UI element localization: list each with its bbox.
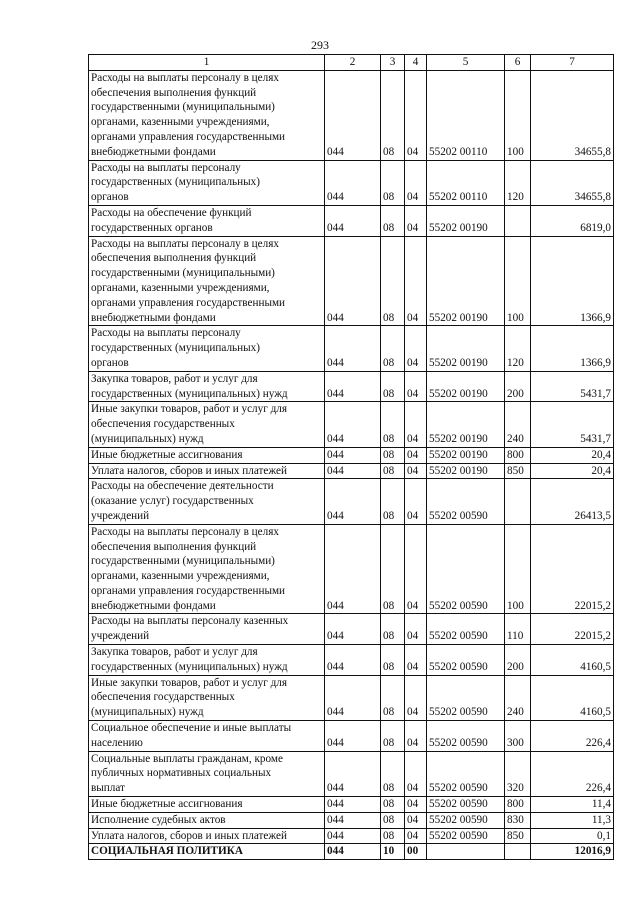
- expense-name-cell: [89, 236, 325, 326]
- expense-name-cell: [89, 844, 325, 860]
- table-row: [89, 797, 614, 813]
- expense-name-line: учреждений: [91, 630, 150, 643]
- column-header: 5: [427, 55, 505, 71]
- expense-name-line: органами управления государственными: [91, 130, 286, 143]
- target-article-cell: [427, 844, 505, 860]
- section-code-cell: 08: [381, 614, 405, 645]
- expense-type-cell: 320: [505, 751, 531, 796]
- subsection-code-cell: 04: [405, 721, 427, 752]
- section-code-cell: 08: [381, 645, 405, 676]
- subsection-code-cell: 04: [405, 524, 427, 614]
- table-row: [89, 751, 614, 796]
- target-article-cell: 55202 00190: [427, 326, 505, 371]
- amount-cell: 20,4: [531, 463, 614, 479]
- expense-name-line: СОЦИАЛЬНАЯ ПОЛИТИКА: [91, 845, 243, 858]
- table-row: [89, 524, 614, 614]
- expense-name-cell: [89, 645, 325, 676]
- column-header: 1: [89, 55, 325, 71]
- ministry-code-cell: 044: [325, 463, 381, 479]
- section-code-cell: 08: [381, 721, 405, 752]
- expense-name-line: органами, казенными учреждениями,: [91, 570, 270, 583]
- amount-cell: 26413,5: [531, 479, 614, 524]
- expense-name-line: Расходы на выплаты персоналу: [91, 327, 241, 340]
- amount-cell: 1366,9: [531, 236, 614, 326]
- expense-type-cell: 830: [505, 812, 531, 828]
- expense-name-line: Социальные выплаты гражданам, кроме: [91, 752, 283, 765]
- subsection-code-cell: 04: [405, 463, 427, 479]
- target-article-cell: 55202 00590: [427, 828, 505, 844]
- section-code-cell: 08: [381, 675, 405, 720]
- expense-name-line: органами управления государственными: [91, 584, 286, 597]
- target-article-cell: 55202 00190: [427, 371, 505, 402]
- amount-cell: 12016,9: [531, 844, 614, 860]
- expense-name-line: органами управления государственными: [91, 296, 286, 309]
- expense-name-cell: [89, 479, 325, 524]
- expense-name-line: (муниципальных) нужд: [91, 432, 204, 445]
- target-article-cell: 55202 00590: [427, 645, 505, 676]
- amount-cell: 34655,8: [531, 160, 614, 205]
- expense-type-cell: 850: [505, 463, 531, 479]
- target-article-cell: 55202 00590: [427, 614, 505, 645]
- ministry-code-cell: 044: [325, 326, 381, 371]
- expense-type-cell: 100: [505, 236, 531, 326]
- expense-name-line: органов: [91, 356, 129, 369]
- expense-name-cell: [89, 326, 325, 371]
- expense-name-line: государственными (муниципальными): [91, 267, 275, 280]
- expense-type-cell: 800: [505, 447, 531, 463]
- expense-name-line: внебюджетными фондами: [91, 145, 216, 158]
- ministry-code-cell: 044: [325, 205, 381, 236]
- expense-name-line: обеспечения выполнения функций: [91, 86, 257, 99]
- ministry-code-cell: 044: [325, 751, 381, 796]
- target-article-cell: 55202 00590: [427, 524, 505, 614]
- ministry-code-cell: 044: [325, 524, 381, 614]
- section-code-cell: 08: [381, 326, 405, 371]
- section-code-cell: 08: [381, 524, 405, 614]
- table-row: [89, 721, 614, 752]
- expense-name-line: учреждений: [91, 509, 150, 522]
- expense-name-line: Расходы на обеспечение деятельности: [91, 480, 274, 493]
- table-row: [89, 236, 614, 326]
- ministry-code-cell: 044: [325, 479, 381, 524]
- target-article-cell: 55202 00590: [427, 721, 505, 752]
- table-row: [89, 371, 614, 402]
- budget-table: [88, 54, 614, 860]
- expense-name-line: органов: [91, 191, 129, 204]
- expense-type-cell: 800: [505, 797, 531, 813]
- expense-name-line: государственных органов: [91, 221, 213, 234]
- ministry-code-cell: 044: [325, 721, 381, 752]
- expense-name-line: Расходы на обеспечение функций: [91, 206, 252, 219]
- target-article-cell: 55202 00590: [427, 675, 505, 720]
- section-code-cell: 08: [381, 812, 405, 828]
- expense-type-cell: 110: [505, 614, 531, 645]
- amount-cell: 11,4: [531, 797, 614, 813]
- expense-type-cell: 200: [505, 645, 531, 676]
- section-code-cell: 08: [381, 205, 405, 236]
- expense-name-line: внебюджетными фондами: [91, 311, 216, 324]
- expense-type-cell: 100: [505, 70, 531, 160]
- subsection-code-cell: 04: [405, 479, 427, 524]
- subsection-code-cell: 04: [405, 812, 427, 828]
- expense-name-line: Закупка товаров, работ и услуг для: [91, 646, 258, 659]
- amount-cell: 5431,7: [531, 402, 614, 447]
- expense-name-cell: [89, 70, 325, 160]
- expense-name-cell: [89, 675, 325, 720]
- table-row: [89, 447, 614, 463]
- section-code-cell: 08: [381, 751, 405, 796]
- section-code-cell: 08: [381, 236, 405, 326]
- ministry-code-cell: 044: [325, 797, 381, 813]
- expense-name-line: Иные бюджетные ассигнования: [91, 798, 243, 811]
- subsection-code-cell: 00: [405, 844, 427, 860]
- expense-name-cell: [89, 447, 325, 463]
- section-code-cell: 08: [381, 371, 405, 402]
- expense-name-line: государственных (муниципальных): [91, 342, 260, 355]
- expense-name-cell: [89, 524, 325, 614]
- expense-name-line: Уплата налогов, сборов и иных платежей: [91, 464, 287, 477]
- target-article-cell: 55202 00190: [427, 236, 505, 326]
- expense-name-line: обеспечения государственных: [91, 418, 235, 431]
- ministry-code-cell: 044: [325, 402, 381, 447]
- table-row: [89, 844, 614, 860]
- subsection-code-cell: 04: [405, 160, 427, 205]
- table-row: [89, 828, 614, 844]
- expense-name-line: Закупка товаров, работ и услуг для: [91, 372, 258, 385]
- expense-type-cell: 120: [505, 326, 531, 371]
- column-number-row: [89, 55, 614, 71]
- amount-cell: 5431,7: [531, 371, 614, 402]
- expense-type-cell: 850: [505, 828, 531, 844]
- expense-name-line: Расходы на выплаты персоналу казенных: [91, 615, 289, 628]
- ministry-code-cell: 044: [325, 812, 381, 828]
- amount-cell: 4160,5: [531, 675, 614, 720]
- amount-cell: 226,4: [531, 721, 614, 752]
- amount-cell: 34655,8: [531, 70, 614, 160]
- subsection-code-cell: 04: [405, 371, 427, 402]
- expense-name-line: обеспечения выполнения функций: [91, 252, 257, 265]
- expense-name-line: выплат: [91, 782, 125, 795]
- subsection-code-cell: 04: [405, 797, 427, 813]
- ministry-code-cell: 044: [325, 70, 381, 160]
- section-code-cell: 08: [381, 70, 405, 160]
- table-row: [89, 479, 614, 524]
- ministry-code-cell: 044: [325, 371, 381, 402]
- expense-type-cell: 240: [505, 675, 531, 720]
- ministry-code-cell: 044: [325, 236, 381, 326]
- target-article-cell: 55202 00190: [427, 447, 505, 463]
- section-code-cell: 08: [381, 479, 405, 524]
- ministry-code-cell: 044: [325, 844, 381, 860]
- subsection-code-cell: 04: [405, 751, 427, 796]
- target-article-cell: 55202 00110: [427, 160, 505, 205]
- expense-name-line: государственными (муниципальными): [91, 555, 275, 568]
- ministry-code-cell: 044: [325, 614, 381, 645]
- target-article-cell: 55202 00590: [427, 797, 505, 813]
- ministry-code-cell: 044: [325, 160, 381, 205]
- subsection-code-cell: 04: [405, 205, 427, 236]
- table-row: [89, 205, 614, 236]
- subsection-code-cell: 04: [405, 402, 427, 447]
- section-code-cell: 08: [381, 828, 405, 844]
- subsection-code-cell: 04: [405, 645, 427, 676]
- table-row: [89, 812, 614, 828]
- expense-name-cell: [89, 721, 325, 752]
- amount-cell: 22015,2: [531, 524, 614, 614]
- expense-name-line: органами, казенными учреждениями,: [91, 281, 270, 294]
- subsection-code-cell: 04: [405, 828, 427, 844]
- expense-name-line: Расходы на выплаты персоналу в целях: [91, 237, 279, 250]
- expense-type-cell: 300: [505, 721, 531, 752]
- ministry-code-cell: 044: [325, 645, 381, 676]
- column-header: 6: [505, 55, 531, 71]
- target-article-cell: 55202 00590: [427, 812, 505, 828]
- subsection-code-cell: 04: [405, 447, 427, 463]
- expense-name-line: (оказание услуг) государственных: [91, 495, 254, 508]
- expense-name-line: Исполнение судебных актов: [91, 813, 226, 826]
- expense-name-line: Расходы на выплаты персоналу в целях: [91, 71, 279, 84]
- expense-name-cell: [89, 812, 325, 828]
- expense-name-line: государственными (муниципальными): [91, 101, 275, 114]
- expense-name-cell: [89, 371, 325, 402]
- subsection-code-cell: 04: [405, 614, 427, 645]
- section-code-cell: 08: [381, 797, 405, 813]
- amount-cell: 1366,9: [531, 326, 614, 371]
- expense-name-line: Социальное обеспечение и иные выплаты: [91, 722, 292, 735]
- table-row: [89, 70, 614, 160]
- expense-name-cell: [89, 402, 325, 447]
- column-header: 4: [405, 55, 427, 71]
- expense-name-line: (муниципальных) нужд: [91, 706, 204, 719]
- expense-name-line: государственных (муниципальных) нужд: [91, 387, 288, 400]
- table-row: [89, 326, 614, 371]
- ministry-code-cell: 044: [325, 828, 381, 844]
- amount-cell: 226,4: [531, 751, 614, 796]
- section-code-cell: 08: [381, 402, 405, 447]
- subsection-code-cell: 04: [405, 70, 427, 160]
- subsection-code-cell: 04: [405, 236, 427, 326]
- expense-name-line: публичных нормативных социальных: [91, 767, 272, 780]
- expense-name-line: Иные закупки товаров, работ и услуг для: [91, 676, 288, 689]
- expense-name-line: населению: [91, 736, 143, 749]
- target-article-cell: 55202 00190: [427, 205, 505, 236]
- expense-name-line: Расходы на выплаты персоналу в целях: [91, 525, 279, 538]
- expense-name-cell: [89, 160, 325, 205]
- expense-name-line: государственных (муниципальных): [91, 176, 260, 189]
- subsection-code-cell: 04: [405, 675, 427, 720]
- expense-name-line: Иные бюджетные ассигнования: [91, 448, 243, 461]
- table-body: [89, 55, 614, 860]
- section-code-cell: 08: [381, 463, 405, 479]
- expense-name-line: Иные закупки товаров, работ и услуг для: [91, 403, 288, 416]
- expense-name-line: государственных (муниципальных) нужд: [91, 660, 288, 673]
- column-header: 2: [325, 55, 381, 71]
- table-row: [89, 463, 614, 479]
- expense-name-cell: [89, 828, 325, 844]
- target-article-cell: 55202 00110: [427, 70, 505, 160]
- table-row: [89, 614, 614, 645]
- expense-type-cell: 200: [505, 371, 531, 402]
- expense-name-line: органами, казенными учреждениями,: [91, 116, 270, 129]
- expense-name-line: обеспечения выполнения функций: [91, 540, 257, 553]
- table-row: [89, 675, 614, 720]
- expense-name-line: Уплата налогов, сборов и иных платежей: [91, 829, 287, 842]
- amount-cell: 22015,2: [531, 614, 614, 645]
- expense-type-cell: [505, 205, 531, 236]
- section-code-cell: 08: [381, 160, 405, 205]
- page-number: 293: [311, 38, 329, 52]
- section-code-cell: 10: [381, 844, 405, 860]
- target-article-cell: 55202 00590: [427, 751, 505, 796]
- expense-name-line: обеспечения государственных: [91, 691, 235, 704]
- amount-cell: 6819,0: [531, 205, 614, 236]
- ministry-code-cell: 044: [325, 675, 381, 720]
- expense-name-line: внебюджетными фондами: [91, 599, 216, 612]
- table-row: [89, 160, 614, 205]
- table-row: [89, 402, 614, 447]
- column-header: 3: [381, 55, 405, 71]
- expense-name-cell: [89, 463, 325, 479]
- section-code-cell: 08: [381, 447, 405, 463]
- expense-type-cell: [505, 844, 531, 860]
- expense-type-cell: 100: [505, 524, 531, 614]
- subsection-code-cell: 04: [405, 326, 427, 371]
- amount-cell: 0,1: [531, 828, 614, 844]
- amount-cell: 11,3: [531, 812, 614, 828]
- expense-name-line: Расходы на выплаты персоналу: [91, 161, 241, 174]
- amount-cell: 4160,5: [531, 645, 614, 676]
- target-article-cell: 55202 00190: [427, 463, 505, 479]
- table-row: [89, 645, 614, 676]
- target-article-cell: 55202 00190: [427, 402, 505, 447]
- target-article-cell: 55202 00590: [427, 479, 505, 524]
- amount-cell: 20,4: [531, 447, 614, 463]
- expense-name-cell: [89, 205, 325, 236]
- expense-name-cell: [89, 797, 325, 813]
- expense-type-cell: 240: [505, 402, 531, 447]
- expense-name-cell: [89, 751, 325, 796]
- expense-name-cell: [89, 614, 325, 645]
- expense-type-cell: 120: [505, 160, 531, 205]
- ministry-code-cell: 044: [325, 447, 381, 463]
- column-header: 7: [531, 55, 614, 71]
- expense-type-cell: [505, 479, 531, 524]
